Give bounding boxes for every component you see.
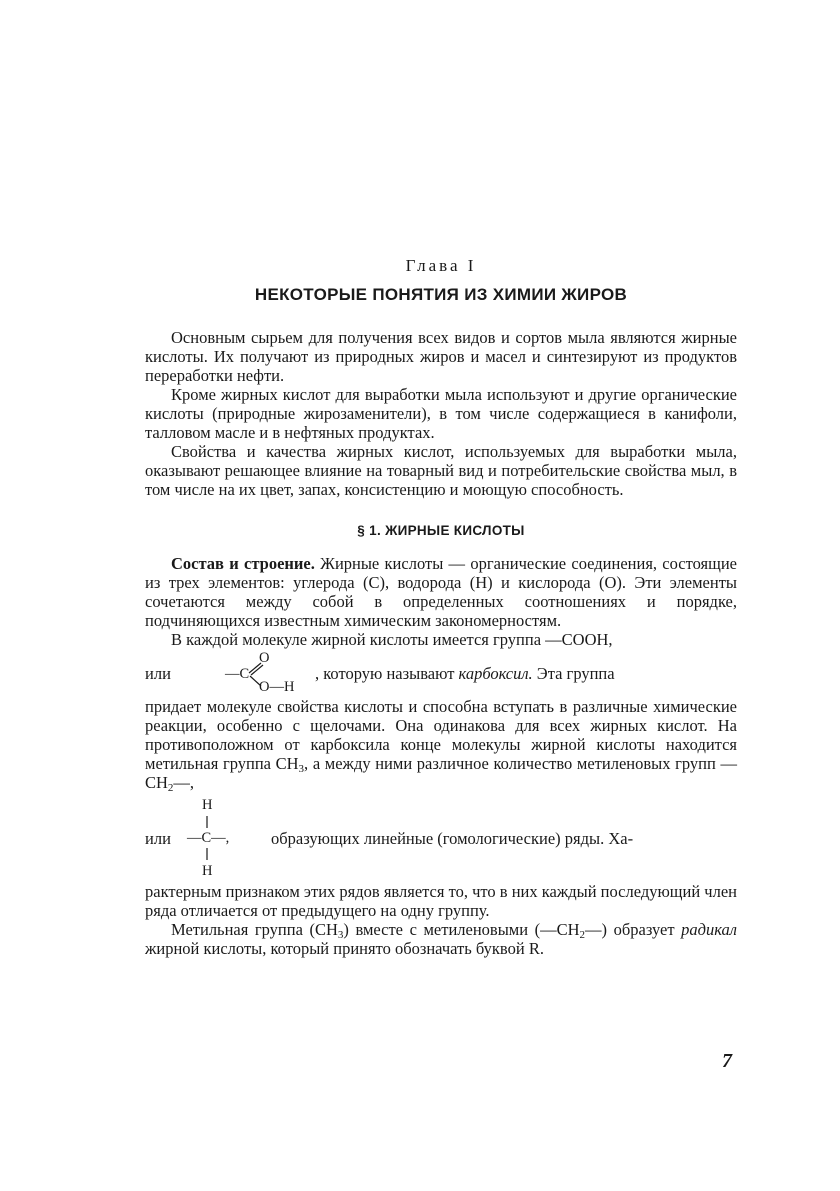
- radical-text-a: Метильная группа (СН: [171, 920, 338, 939]
- carboxyl-intro-paragraph: В каждой молекуле жирной кислоты имеется группа —СООН,: [171, 630, 613, 649]
- carboxyl-caption-end: Эта группа: [532, 663, 615, 683]
- methylene-hydrogen-top: Н: [202, 797, 213, 813]
- methylene-structural-formula: [187, 794, 267, 882]
- linear-series-text: образующих линейные (гомологические) ряды. Ха-: [271, 828, 634, 848]
- subscript-3: 3: [298, 763, 305, 775]
- subscript-3b: 3: [337, 929, 344, 941]
- subscript-2b: 2: [579, 929, 586, 941]
- or-word: или: [145, 663, 171, 683]
- chapter-label: Глава I: [405, 256, 477, 275]
- intro-paragraph-1: Основным сырьем для получения всех видов и сортов мыла являются жирные кислоты. Их получают из природных жиров и масел и синтезируют из продуктов переработки нефти.: [145, 328, 737, 385]
- or-word-2: или: [145, 828, 171, 848]
- methylene-formula-line: [145, 794, 737, 882]
- subscript-2: 2: [167, 782, 174, 794]
- chapter-title: НЕКОТОРЫЕ ПОНЯТИЯ ИЗ ХИМИИ ЖИРОВ: [254, 285, 628, 304]
- composition-paragraph: [145, 554, 737, 630]
- page-number: 7: [722, 1050, 732, 1072]
- radical-paragraph: [145, 920, 737, 958]
- carboxyl-oxygen-top: О: [259, 650, 270, 666]
- methylene-intro-text: , а между ними различное количество метиленовых групп —СН: [145, 754, 737, 792]
- intro-paragraph-2: Кроме жирных кислот для выработки мыла используют и другие органические кислоты (природные жирозаменители), в том числе содержащиеся в канифоли, талловом масле и в нефтяных продуктах.: [145, 385, 737, 442]
- radical-text-b: ) вместе с метиленовыми (—СН: [343, 920, 580, 939]
- series-paragraph: рактерным признаком этих рядов является то, что в них каждый последующий член ряда отличается от предыдущего на одну группу.: [145, 882, 737, 920]
- carboxyl-carbon: —С: [225, 666, 250, 682]
- properties-text: придает молекуле свойства кислоты и способна вступать в различные химические реакции, особенно с щелочами. Она одинакова для всех жирных кислот. На противоположном от карбоксила конце молекулы жирной кислоты находится метильная группа СН: [145, 697, 737, 773]
- page-content: [145, 250, 737, 958]
- carboxyl-caption-text: , которую называют: [315, 663, 459, 683]
- radical-term: радикал: [681, 920, 737, 939]
- carboxyl-formula-line: [145, 649, 737, 697]
- intro-paragraph-3: Свойства и качества жирных кислот, используемых для выработки мыла, оказывают решающее влияние на товарный вид и потребительские свойства мыл, в том числе на их цвет, запах, консистенцию и моющую способность.: [145, 442, 737, 499]
- section-heading: § 1. ЖИРНЫЕ КИСЛОТЫ: [357, 523, 525, 538]
- radical-text-d: жирной кислоты, который принято обозначать буквой R.: [145, 939, 544, 958]
- carboxyl-hydroxyl: О—Н: [259, 679, 295, 695]
- carboxyl-term: карбоксил.: [458, 663, 533, 683]
- radical-text-c: —) образует: [585, 920, 682, 939]
- carboxyl-caption: [315, 664, 615, 683]
- runin-heading: Состав и строение.: [171, 554, 315, 573]
- carboxyl-structural-formula: [215, 649, 315, 697]
- methylene-carbon: —С—,: [187, 830, 230, 846]
- methylene-hydrogen-bottom: Н: [202, 863, 213, 879]
- carboxyl-properties-paragraph: [145, 697, 737, 792]
- methylene-intro-end: —,: [173, 773, 195, 792]
- composition-text: Жирные кислоты — органические соединения, состоящие из трех элементов: углерода (С), водорода (Н) и кислорода (О). Эти элементы сочетаются между собой в определенных соотношениях и порядке, подчиняющихся известным химическим закономерностям.: [145, 554, 737, 630]
